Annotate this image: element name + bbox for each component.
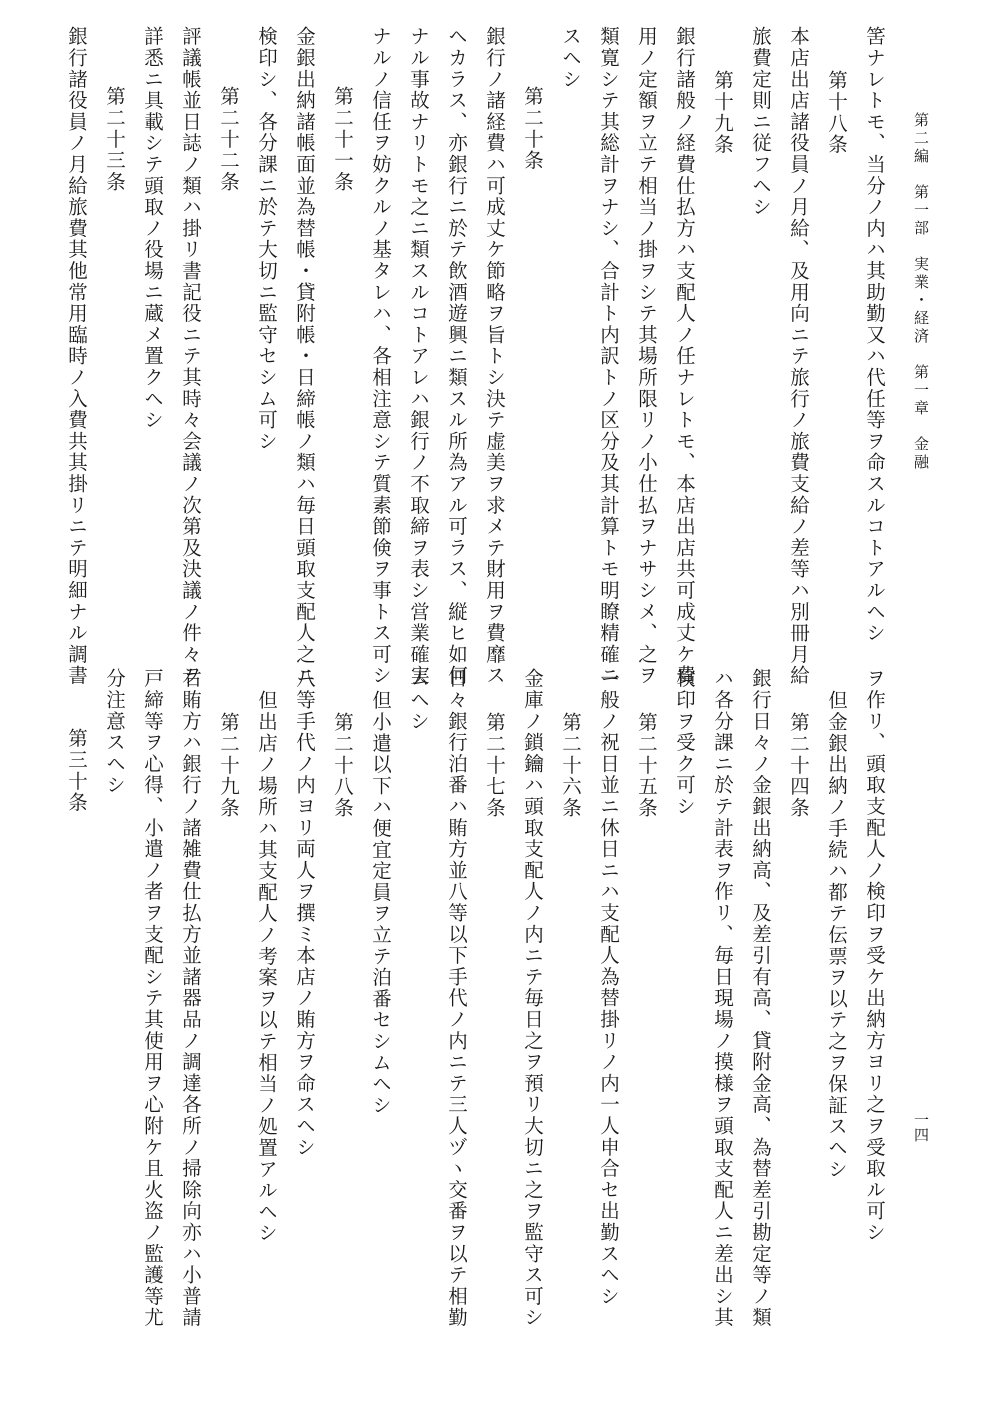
text-column: 戸締等ヲ心得、小遣ノ者ヲ支配シテ其使用ヲ心附ケ且火盗ノ監護等尤 <box>141 668 164 1329</box>
text-column: 本店出店諸役員ノ月給、及用向ニテ旅行ノ旅費支給ノ差等ハ別冊月給 <box>787 26 810 687</box>
article-heading: 第二十四条 <box>787 712 810 819</box>
text-column: 筈ナレトモ、当分ノ内ハ其助勤又ハ代任等ヲ命スルコトアルヘシ <box>863 26 886 644</box>
text-column: ムヘシ <box>407 668 430 732</box>
article-heading: 第二十二条 <box>217 86 240 193</box>
text-column: 金庫ノ鎖鑰ハ頭取支配人ノ内ニテ毎日之ヲ預リ大切ニ之ヲ監守ス可シ <box>521 668 544 1329</box>
text-column: 検印ヲ受ク可シ <box>673 668 696 818</box>
text-column: ナル事故ナリトモ之ニ類スルコトアレハ銀行ノ不取締ヲ表シ営業確実 <box>407 26 430 687</box>
text-column: 金銀出納諸帳面並為替帳・貸附帳・日締帳ノ類ハ毎日頭取支配人之ニ <box>293 26 316 687</box>
text-column: 詳悉ニ具載シテ頭取ノ役場ニ蔵メ置クヘシ <box>141 26 164 431</box>
article-heading: 第二十九条 <box>217 712 240 819</box>
text-column: 但出店ノ場所ハ其支配人ノ考案ヲ以テ相当ノ処置アルヘシ <box>255 690 278 1244</box>
article-heading: 第十九条 <box>711 70 734 156</box>
text-column: 銀行諸役員ノ月給旅費其他常用臨時ノ入費共其掛リニテ明細ナル調書 <box>65 26 88 687</box>
text-column: ヲ作リ、頭取支配人ノ検印ヲ受ケ出納方ヨリ之ヲ受取ル可シ <box>863 668 886 1244</box>
text-column: 一般ノ祝日並ニ休日ニハ支配人為替掛リノ内一人申合セ出勤スヘシ <box>597 668 620 1307</box>
article-heading: 第三十条 <box>65 728 88 814</box>
text-column: 用ノ定額ヲ立テ相当ノ掛ヲシテ其場所限リノ小仕払ヲナサシメ、之ヲ <box>635 26 658 687</box>
article-heading: 第十八条 <box>825 70 848 156</box>
text-column: 銀行日々ノ金銀出納高、及差引有高、貸附金高、為替差引勘定等ノ類 <box>749 668 772 1329</box>
page-number: 一四 <box>912 1112 930 1142</box>
article-heading: 第二十条 <box>521 86 544 172</box>
article-heading: 第二十三条 <box>103 86 126 193</box>
article-heading: 第二十八条 <box>331 712 354 819</box>
text-column: 検印シ、各分課ニ於テ大切ニ監守セシム可シ <box>255 26 278 452</box>
text-column: 但金銀出納ノ手続ハ都テ伝票ヲ以テ之ヲ保証スヘシ <box>825 690 848 1180</box>
text-column: 銀行ノ諸経費ハ可成丈ケ節略ヲ旨トシ決テ虚美ヲ求メテ財用ヲ費靡ス <box>483 26 506 687</box>
text-column: 但小遣以下ハ便宜定員ヲ立テ泊番セシムヘシ <box>369 690 392 1116</box>
article-heading: 第二十七条 <box>483 712 506 819</box>
text-column: スヘシ <box>559 26 582 90</box>
running-head: 第二編 第一部 実業・経済 第一章 金融 <box>912 112 930 472</box>
text-column: 旅費定則ニ従フヘシ <box>749 26 772 218</box>
text-column: ナルノ信任ヲ妨クルノ基タレハ、各相注意シテ質素節倹ヲ事トス可シ <box>369 26 392 687</box>
article-heading: 第二十六条 <box>559 712 582 819</box>
text-column: 日々銀行泊番ハ賄方並八等以下手代ノ内ニテ三人ヅヽ交番ヲ以テ相勤 <box>445 668 468 1329</box>
text-column: 評議帳並日誌ノ類ハ掛リ書記役ニテ其時々会議ノ次第及決議ノ件々ヲ <box>179 26 202 687</box>
article-heading: 第二十一条 <box>331 86 354 193</box>
text-column: 右賄方ハ銀行ノ諸雑費仕払方並諸器品ノ調達各所ノ掃除向亦ハ小普請 <box>179 668 202 1329</box>
text-column: 分注意スヘシ <box>103 668 126 796</box>
article-heading: 第二十五条 <box>635 712 658 819</box>
text-column: ヘカラス、亦銀行ニ於テ飲酒遊興ニ類スル所為アル可ラス、縦ヒ如何 <box>445 26 468 687</box>
text-column: 類寛シテ其総計ヲナシ、合計ト内訳トノ区分及其計算トモ明瞭精確ニ <box>597 26 620 687</box>
text-column: 八等手代ノ内ヨリ両人ヲ撰ミ本店ノ賄方ヲ命スヘシ <box>293 668 316 1158</box>
text-column: 銀行諸般ノ経費仕払方ハ支配人ノ任ナレトモ、本店出店共可成丈ケ費 <box>673 26 696 687</box>
text-column: ハ各分課ニ於テ計表ヲ作リ、毎日現場ノ摸様ヲ頭取支配人ニ差出シ其 <box>711 668 734 1329</box>
